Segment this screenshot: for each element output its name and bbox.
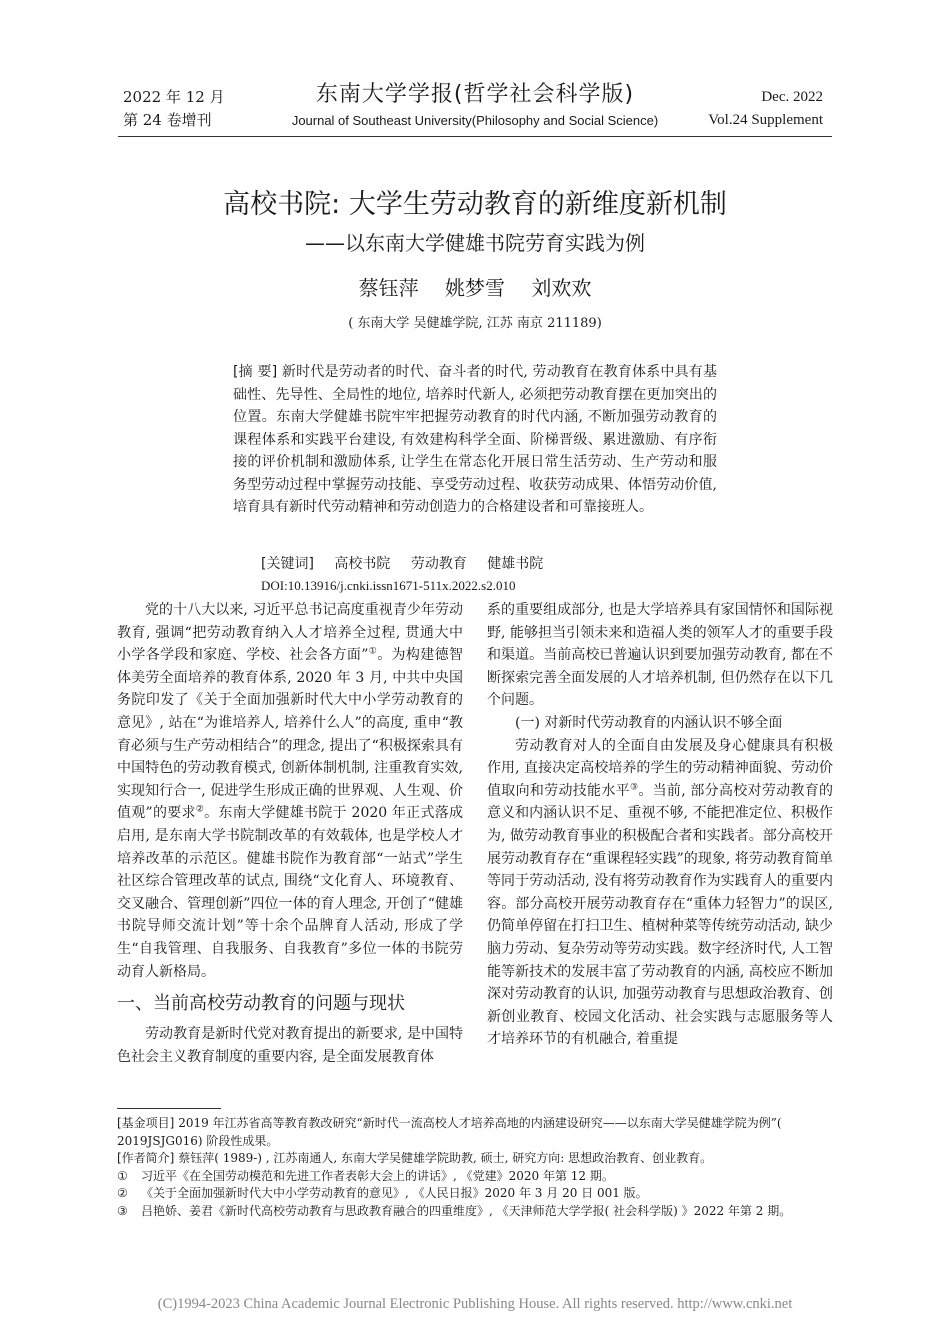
footnote-text: 《关于全面加强新时代大中小学劳动教育的意见》, 《人民日报》2020 年 3 月 20 日 001 版。 [141,1186,648,1200]
body-paragraph: 劳动教育是新时代党对教育提出的新要求, 是中国特色社会主义教育制度的重要内容, 是全面发展教育体 [117,1026,463,1065]
affiliation: ( 东南大学 吴健雄学院, 江苏 南京 211189) [348,316,602,331]
body-column-left [117,599,463,1068]
subsection-heading: (一) 对新时代劳动教育的内涵认识不够全面 [515,714,783,731]
author-name: 蔡钰萍 [358,276,419,300]
header-center [250,80,700,131]
footnote-ref: ② [195,804,205,815]
header-left [123,86,225,132]
keyword: 高校书院 [334,556,391,572]
section-heading: 一、当前高校劳动教育的问题与现状 [117,993,405,1015]
paragraph-text: 。当前, 部分高校对劳动教育的意义和内涵认识不足、重视不够, 不能把准定位、积极作为, 做劳动教育事业的积极配合者和实践者。部分高校开展劳动教育存在“重课程轻实践”的现象, 将劳动教育简单等同于劳动活动, 没有将劳动教育作为实践育人的重要内容。部分高校开展劳动教育存在“重体力轻智力”的误区, 仍简单停留在打扫卫生、植树种菜等传统劳动活动, 缺少脑力劳动、复杂劳动等劳动实践。数字经济时代, 人工智能等新技术的发展丰富了劳动教育的内涵, 高校应不断加深对劳动教育的认识, 加强劳动教育与思想政治教育、创新创业教育、校园文化活动、社会实践与志愿服务等人才培养环节的有机融合, 着重提 [487,782,834,1048]
footnote-ref: ③ [629,782,639,793]
keywords-label: [关键词] [261,556,314,572]
header-right [708,86,823,132]
copyright-notice: (C)1994-2023 China Academic Journal Electronic Publishing House. All rights reserved. http://www.cnki.net [157,1296,793,1312]
article-title: 高校书院: 大学生劳动教育的新维度新机制 [223,189,727,220]
doi: DOI:10.13916/j.cnki.issn1671-511x.2022.s2.010 [261,578,516,593]
footnote-ref: ① [368,646,378,657]
volume-cn: 第 24 卷增刊 [123,111,212,129]
journal-name-cn: 东南大学学报(哲学社会科学版) [315,82,635,107]
footnote-text: 吕艳娇、姜君《新时代高校劳动教育与思政教育融合的四重维度》, 《天津师范大学学报( 社会科学版) 》2022 年第 2 期。 [141,1203,792,1218]
issue-date-en: Dec. 2022 [761,89,823,105]
keywords [261,553,543,575]
paragraph-text: 党的十八大以来, 习近平总书记高度重视青少年劳动教育, 强调“把劳动教育纳入人才培养全过程, 贯通大中小学各学段和家庭、学校、社会各方面” [117,602,463,664]
running-header [0,0,950,140]
footnote-item [117,1185,833,1203]
paragraph-text: 。为构建德智体美劳全面培养的教育体系, 2020 年 3 月, 中共中央国务院印发了《关于全面加强新时代大中小学劳动教育的意见》, 站在“为谁培养人, 培养什么人”的高度, 重申“教育必须与生产劳动相结合”的理念, 提出了“积极探索具有中国特色的劳动教育模式, 创新体制机制, 注重教育实效, 实现知行合一, 促进学生形成正确的世界观、人生观、价值观”的要求 [117,647,464,822]
body-paragraph: 系的重要组成部分, 也是大学培养具有家国情怀和国际视野, 能够担当引领未来和造福人类的领军人才的重要手段和渠道。当前高校已普遍认识到要加强劳动教育, 都在不断探索完善全面发展的人才培养机制, 但仍然存在以下几个问题。 [487,602,833,709]
abstract [233,361,717,519]
footnote-fund [117,1115,833,1150]
author-bio-text: 蔡钰萍( 1989-) , 江苏南通人, 东南大学吴健雄学院助教, 硕士, 研究方向: 思想政治教育、创业教育。 [178,1151,713,1165]
footnote-number: ① [117,1168,128,1183]
footnote-rule [117,1108,221,1109]
abstract-label: [摘 要] [233,364,278,380]
paragraph-text: 。东南大学健雄书院于 2020 年正式落成启用, 是东南大学书院制改革的有效载体, 也是学校人才培养改革的示范区。健雄书院作为教育部“一站式”学生社区综合管理改革的试点, 围绕“文化育人、环境教育、交叉融合、管理创新”四位一体的育人理念, 开创了“健雄书院导师交流计划”等十余个品牌育人活动, 形成了学生“自我管理、自我服务、自我教育”多位一体的书院劳动育人新格局。 [117,805,463,980]
author-list [0,274,950,302]
footnote-item [117,1203,833,1221]
footnote-text: 习近平《在全国劳动模范和先进工作者表彰大会上的讲话》, 《党建》2020 年第 12 期。 [141,1168,614,1183]
journal-name-en: Journal of Southeast University(Philosophy and Social Science) [291,113,659,128]
volume-en: Vol.24 Supplement [708,112,823,128]
fund-label: [基金项目] [117,1116,175,1130]
footnote-number: ② [117,1186,128,1200]
keyword: 健雄书院 [487,556,544,572]
footnote-item [117,1168,833,1186]
author-name: 姚梦雪 [445,276,505,300]
fund-text: 2019 年江苏省高等教育教改研究“新时代一流高校人才培养高地的内涵建设研究——以东南大学吴健雄学院为例”( 2019JSJG016) 阶段性成果。 [117,1116,782,1148]
article-subtitle: ——以东南大学健雄书院劳育实践为例 [305,231,645,255]
header-rule [118,136,832,137]
footnote-number: ③ [117,1203,128,1218]
body-paragraph [487,735,833,1051]
author-bio-label: [作者简介] [117,1151,175,1165]
abstract-text: 新时代是劳动者的时代、奋斗者的时代, 劳动教育在教育体系中具有基础性、先导性、全局性的地位, 培养时代新人, 必须把劳动教育摆在更加突出的位置。东南大学健雄书院牢牢把握劳动教育的时代内涵, 不断加强劳动教育的课程体系和实践平台建设, 有效建构科学全面、阶梯晋级、累进激励、有序衔接的评价机制和激励体系, 让学生在常态化开展日常生活劳动、生产劳动和服务型劳动过程中掌握劳动技能、享受劳动过程、收获劳动成果、体悟劳动价值, 培育具有新时代劳动精神和劳动创造力的合格建设者和可靠接班人。 [233,364,718,515]
author-name: 刘欢欢 [531,276,592,300]
body-paragraph [117,599,463,983]
keyword: 劳动教育 [410,556,467,572]
body-column-right [487,599,833,1051]
paragraph-text: 劳动教育对人的全面自由发展及身心健康具有积极作用, 直接决定高校培养的学生的劳动精神面貌、劳动价值取向和劳动技能水平 [487,737,833,799]
footnotes [117,1115,833,1220]
footnote-author [117,1150,833,1168]
issue-date-cn: 2022 年 12 月 [123,88,225,106]
